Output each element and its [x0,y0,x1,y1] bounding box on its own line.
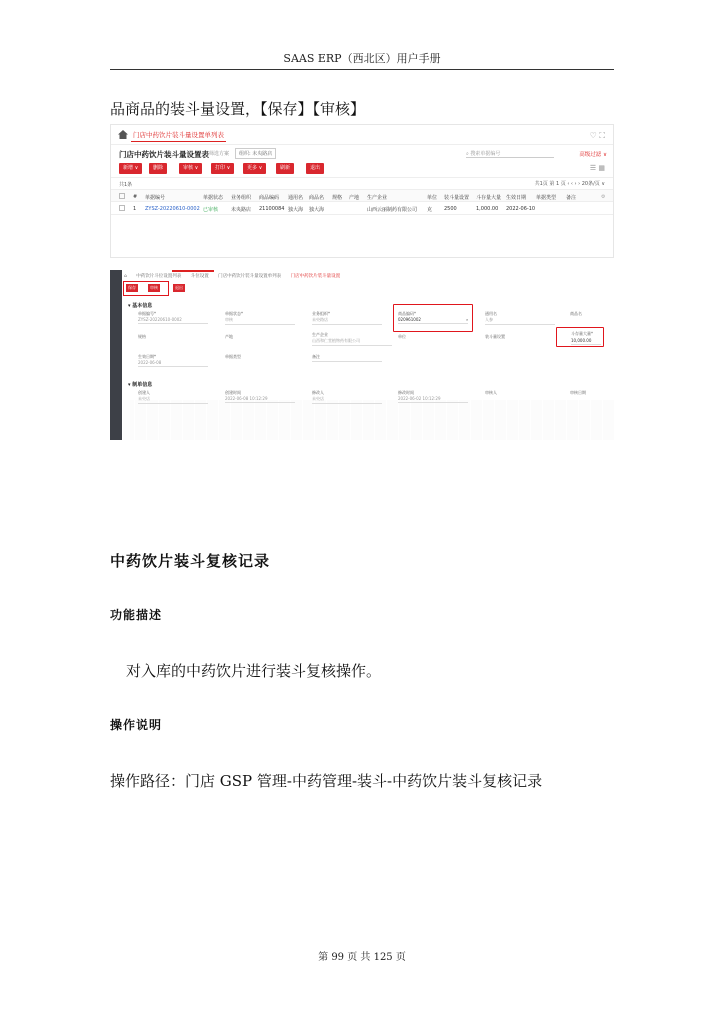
breadcrumb-item[interactable]: 中药饮片斗位设置列表 [136,274,182,279]
search-placeholder: 搜索单据编号 [470,151,501,157]
function-heading: 功能描述 [110,608,163,622]
column-header: 单位 [427,195,438,201]
column-header: 商品编码 [259,195,280,201]
advanced-filter-button[interactable]: 高级过滤 ∨ [579,152,607,158]
window-icons[interactable]: ♡ ⛶ [589,131,605,140]
field-label: 商品名 [570,311,582,316]
breadcrumb-item-active[interactable]: 门店中药饮片装斗量设置 [290,274,341,279]
column-header: # [133,194,138,200]
sidebar-strip [110,270,122,440]
home-icon[interactable] [118,130,128,139]
filter-scheme[interactable]: 筛选方案 [209,151,230,157]
field-value: 未央路店 [312,317,382,325]
field-label: 生效日期* [138,354,156,359]
active-indicator [172,270,214,272]
field-value: 2022-06-08 [138,360,208,367]
total-count: 共1条 [119,182,133,188]
field-value: ZYSZ-20220610-0002 [138,317,208,324]
status-badge: 已审核 [203,207,219,213]
operation-heading: 操作说明 [110,718,163,732]
table-cell: 未央路店 [231,207,252,213]
column-header: 规格 [332,195,343,201]
search-icon[interactable]: ⌕ [466,317,469,322]
page-footer: 第 99 页 共 125 页 [318,952,406,963]
search-input[interactable]: ⌕ 搜索单据编号 [466,148,554,158]
table-cell: 山西云丽制药有限公司 [367,207,418,213]
tab-list[interactable]: 门店中药饮片装斗量设置单列表 [131,128,226,142]
field-value: 山西和仁堂植物药有限公司 [312,338,392,346]
field-value: 人参 [485,317,555,325]
column-header: 商品名 [309,195,325,201]
detail-screenshot [110,270,614,440]
field-label: 规格 [138,334,146,339]
row-index: 1 [133,206,137,212]
product-code-input[interactable]: 020961002 [398,317,468,324]
column-header: 单据状态 [203,195,224,201]
column-header: 斗存量大量 [476,195,502,201]
column-header: 单据类型 [536,195,557,201]
home-icon[interactable]: ⌂ [124,274,127,279]
table-cell: 2022-06-10 [506,206,536,212]
column-header: 通用名 [288,195,304,201]
print-button[interactable]: 打印 ∨ [211,163,234,174]
column-header: 装斗量设置 [444,195,470,201]
field-label: 斗存量大量* [571,331,593,336]
table-header [111,189,613,202]
field-label: 通用名 [485,311,497,316]
column-header: 单据编号 [145,195,166,201]
new-button[interactable]: 新增 ∨ [119,163,142,174]
field-label: 装斗量设置 [485,334,505,339]
audit-button[interactable]: 审核 ∨ [179,163,202,174]
list-summary [111,177,613,189]
column-header: 备注 [566,195,577,201]
function-description: 对入库的中药饮片进行装斗复核操作。 [126,662,382,680]
view-toggle-icons[interactable]: ☰ ▦ [589,164,605,172]
field-label: 单位 [398,334,406,339]
breadcrumb [124,273,348,281]
exit-button[interactable]: 退出 [306,163,324,174]
max-quantity-input[interactable]: 10,000.00 [571,338,601,345]
field-value: 未央店 [312,396,382,404]
field-label: 单据状态* [225,311,243,316]
field-label: 生产企业 [312,332,328,337]
field-label: 修改时间 [398,390,414,395]
field-value: 审核 [225,317,295,325]
background-pattern [122,400,614,440]
pagination[interactable]: 共1页 第 1 页 ‹ ‹ › › 20条/页 ∨ [534,181,605,187]
table-cell: 1,000.00 [476,206,499,212]
doc-number-link[interactable]: ZYSZ-20220610-0002 [145,206,200,212]
table-row[interactable] [111,202,613,215]
audit-button[interactable]: 审核 [150,285,158,290]
intro-text: 品商品的装斗量设置，【保存】【审核】 [110,100,366,118]
breadcrumb-item[interactable]: 门店中药饮片装斗量设置单列表 [218,274,282,279]
title-bar [111,145,613,161]
org-selector[interactable]: 组织: 未央路店 [235,148,276,159]
field-label: 单据类型 [225,354,241,359]
list-screenshot [110,124,614,258]
column-header: 生产企业 [367,195,388,201]
section-title: 中药饮片装斗复核记录 [110,552,271,570]
refresh-button[interactable]: 刷新 [276,163,294,174]
column-header: 生效日期 [506,195,527,201]
page-title: 门店中药饮片装斗量设置表 [119,150,209,159]
header-rule [110,69,614,70]
field-value: 2022-06-02 10:12:29 [398,396,468,403]
column-header: 业务组织 [231,195,252,201]
section-system-info[interactable]: ▾ 制单信息 [128,382,153,388]
breadcrumb-item[interactable]: 斗位设置 [190,274,209,279]
field-label: 创建时间 [225,390,241,395]
select-all-checkbox[interactable] [119,193,125,199]
row-checkbox[interactable] [119,205,125,211]
settings-icon[interactable]: ⚙ [601,194,606,200]
field-label: 创建人 [138,390,150,395]
operation-path: 操作路径：门店 GSP 管理-中药管理-装斗-中药饮片装斗复核记录 [110,772,543,790]
more-button[interactable]: 更多 ∨ [243,163,266,174]
page-header: SAAS ERP（西北区）用户手册 [283,52,441,65]
section-basic-info[interactable]: ▾ 基本信息 [128,303,153,309]
field-label: 审核人 [485,390,497,395]
remark-input[interactable] [312,360,382,362]
table-cell: 独大海 [309,207,325,213]
field-label: 产地 [225,334,233,339]
tab-bar [111,125,613,145]
exit-button[interactable]: 退出 [175,285,183,290]
field-label: 商品编码* [398,311,416,316]
table-cell: 21100084 [259,206,285,212]
save-button[interactable]: 保存 [128,285,136,290]
table-cell: 克 [427,207,433,213]
field-value: 未央店 [138,396,208,404]
field-label: 审核日期 [570,390,586,395]
field-label: 业务组织* [312,311,330,316]
field-label: 单据编号* [138,311,156,316]
column-header: 产地 [349,195,360,201]
field-label: 修改人 [312,390,324,395]
toolbar [111,161,613,177]
table-cell: 独大海 [288,207,304,213]
delete-button[interactable]: 删除 [149,163,167,174]
field-label: 备注 [312,354,320,359]
field-value: 2022-06-08 10:12:29 [225,396,295,403]
table-cell: 2500 [444,206,457,212]
